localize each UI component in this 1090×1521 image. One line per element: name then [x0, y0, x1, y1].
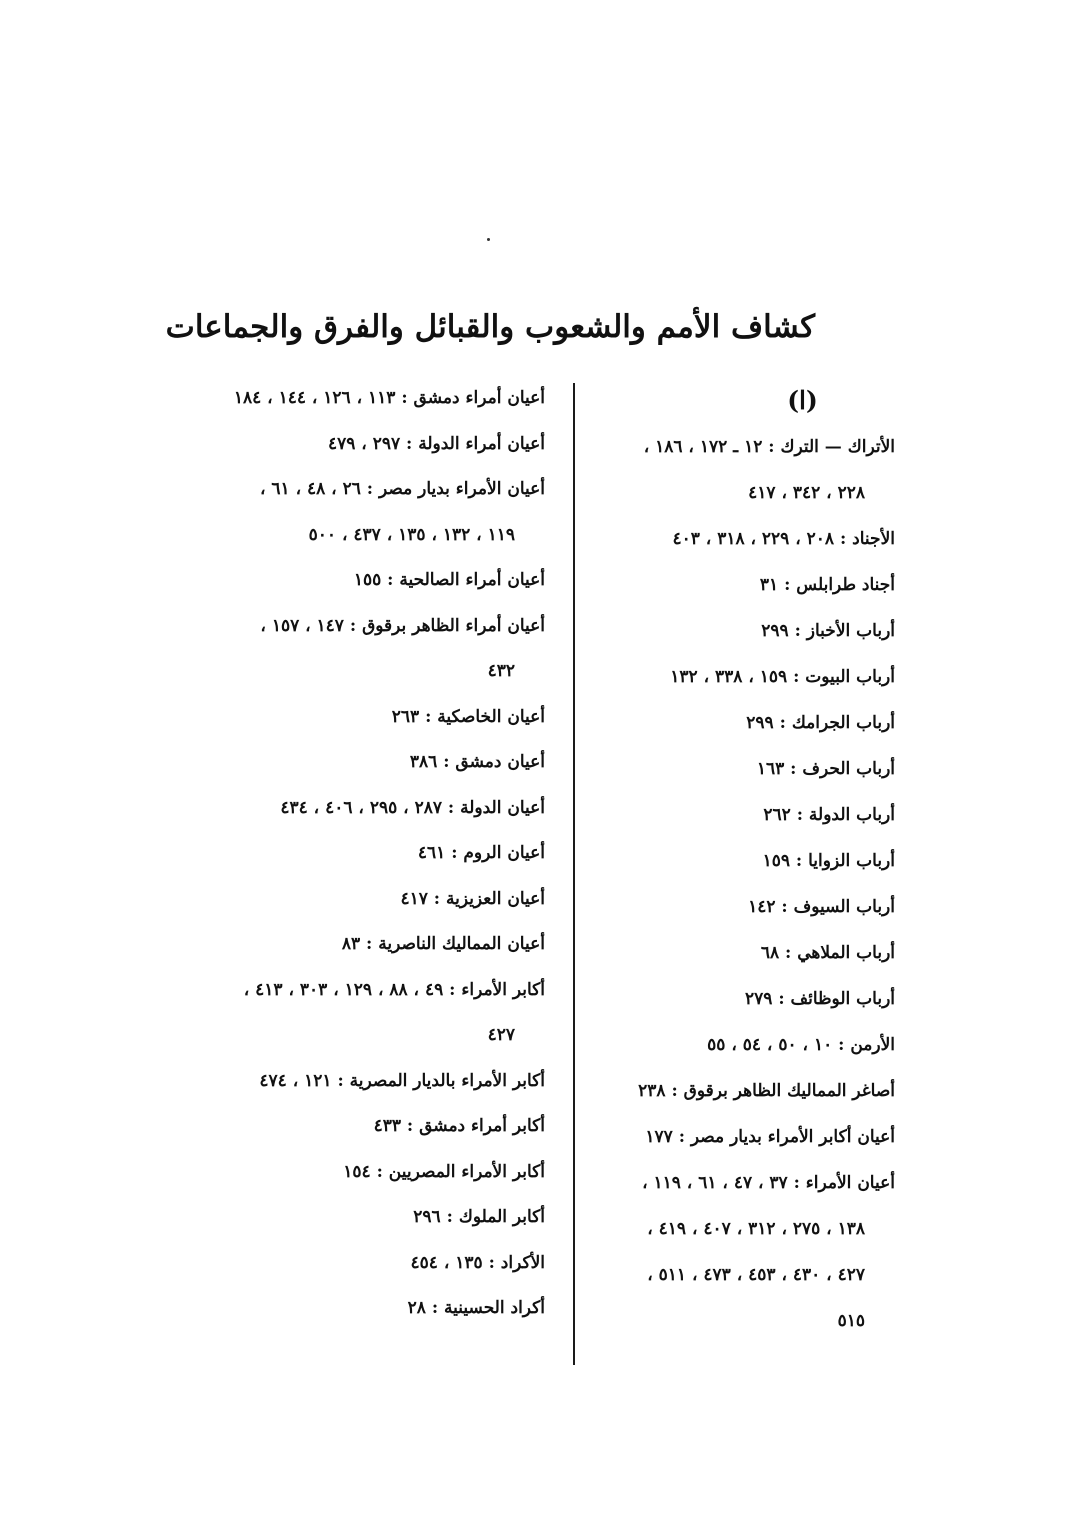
entry-pages: ١٠ ، ٥٠ ، ٥٤ ، ٥٥	[707, 1035, 833, 1055]
index-entry	[240, 740, 545, 786]
entry-pages: ١٢١ ، ٤٧٤	[259, 1070, 332, 1091]
entry-heading: أكابر الأمراء :	[449, 979, 545, 1000]
entry-pages: ٢٦٣	[391, 706, 420, 727]
entry-heading: الأرمن :	[838, 1035, 895, 1055]
entry-heading: أصاغر المماليك الظاهر برقوق :	[671, 1081, 895, 1101]
entry-pages: ١٦٣	[756, 759, 785, 779]
entry-pages: ٣٧ ، ٤٧ ، ٦١ ، ١١٩ ،	[642, 1173, 788, 1193]
index-entry	[240, 695, 545, 741]
index-entry	[590, 1068, 895, 1114]
entry-pages: ٢٨٧ ، ٢٩٥ ، ٤٠٦ ، ٤٣٤	[280, 797, 442, 818]
entry-pages-continued: ٤٣٢	[487, 661, 515, 681]
index-entry	[233, 376, 545, 422]
index-entry	[240, 831, 545, 877]
index-entry	[240, 558, 545, 604]
entry-pages: ١٥٩	[762, 851, 790, 871]
entry-pages: ٢٣٨	[638, 1081, 666, 1101]
entry-pages: ٤٩ ، ٨٨ ، ١٢٩ ، ٣٠٣ ، ٤١٣ ،	[243, 979, 444, 1000]
index-entry	[240, 1104, 545, 1150]
left-column	[233, 378, 545, 1332]
index-entry	[590, 654, 895, 700]
entry-heading: أعيان أمراء الظاهر برقوق :	[349, 615, 545, 636]
entry-heading: أعيان المماليك الناصرية :	[366, 934, 545, 954]
index-entry	[590, 1160, 895, 1344]
index-entry	[590, 838, 895, 884]
entry-heading: أعيان الروم :	[451, 843, 545, 863]
index-entry	[240, 1150, 545, 1196]
entry-pages: ٢٠٨ ، ٢٢٩ ، ٣١٨ ، ٤٠٣	[672, 529, 835, 549]
entry-pages: ٢٩٩	[746, 713, 774, 733]
entry-heading: أرباب الملاهي :	[785, 943, 895, 963]
index-entry	[590, 424, 895, 516]
entry-heading: أعيان الأمراء بديار مصر :	[366, 479, 545, 499]
index-entry	[590, 562, 895, 608]
index-entry	[590, 746, 895, 792]
entry-heading: أجناد طرابلس :	[784, 575, 895, 595]
index-entry	[240, 1286, 545, 1332]
index-entry	[240, 922, 545, 968]
entry-heading: أرباب الزوايا :	[795, 851, 895, 871]
index-entry	[240, 604, 545, 695]
entry-heading: أكابر الأمراء المصريين :	[376, 1161, 545, 1182]
entry-pages: ٢٧٩	[744, 989, 773, 1009]
index-entry	[240, 467, 545, 558]
entry-heading: أكابر الملوك :	[446, 1207, 545, 1227]
entry-pages: ١٧٧	[645, 1127, 673, 1147]
index-entry	[240, 422, 545, 468]
entry-pages: ٤٣٣	[373, 1116, 401, 1136]
column-divider	[573, 383, 575, 1365]
index-entry	[590, 976, 895, 1022]
index-entry	[240, 1059, 545, 1105]
entry-heading: الأتراك — الترك :	[768, 437, 895, 457]
entry-heading: الأكراد :	[488, 1252, 545, 1273]
entry-pages-continued: ١٣٨ ، ٢٧٥ ، ٣١٢ ، ٤٠٧ ، ٤١٩ ،	[647, 1219, 865, 1239]
entry-pages: ١٥٤	[343, 1161, 371, 1182]
entry-pages-continued: ٤٢٧	[487, 1025, 515, 1045]
entry-pages: ٣١	[759, 575, 779, 595]
entry-heading: أرباب الأخباز :	[794, 621, 895, 641]
entry-heading: أرباب الدولة :	[796, 805, 895, 825]
index-entry	[590, 1114, 895, 1160]
entry-pages-continued: ٢٢٨ ، ٣٤٢ ، ٤١٧	[748, 483, 865, 503]
right-entries	[590, 424, 895, 1344]
index-entry	[590, 792, 895, 838]
entry-pages: ٢٦٢	[763, 805, 791, 825]
entry-pages: ٢٨	[407, 1298, 426, 1318]
index-entry	[590, 1022, 895, 1068]
left-entries	[233, 376, 545, 1332]
index-entry	[590, 608, 895, 654]
entry-heading: أعيان دمشق :	[443, 752, 545, 772]
entry-heading: أعيان الدولة :	[447, 797, 545, 818]
entry-heading: أعيان العزيزية :	[433, 888, 545, 909]
page-title: كشاف الأمم والشعوب والقبائل والفرق والجماعات	[165, 309, 815, 345]
entry-pages: ٣٨٦	[409, 752, 438, 772]
index-entry	[590, 884, 895, 930]
entry-pages: ٤٦١	[417, 843, 446, 863]
index-entry	[240, 968, 545, 1059]
entry-pages: ٢٩٧ ، ٤٧٩	[327, 433, 401, 454]
entry-heading: أرباب الوظائف :	[778, 989, 895, 1009]
entry-heading: أعيان الخاصكية :	[425, 706, 545, 727]
entry-heading: أرباب البيوت :	[793, 667, 895, 687]
index-entry	[590, 516, 895, 562]
right-column	[590, 378, 895, 1344]
entry-pages: ٨٣	[341, 934, 361, 954]
entry-pages: ١٢ ـ ١٧٢ ، ١٨٦ ،	[643, 437, 763, 457]
entry-heading: الأجناد :	[839, 529, 895, 549]
entry-pages: ١١٣ ، ١٢٦ ، ١٤٤ ، ١٨٤	[233, 388, 396, 408]
index-entry	[590, 700, 895, 746]
entry-heading: أعيان أمراء الصالحية :	[387, 570, 545, 590]
entry-heading: أعيان الأمراء :	[793, 1173, 895, 1193]
index-entry	[240, 877, 545, 923]
index-entry	[240, 786, 545, 832]
index-entry	[240, 1195, 545, 1241]
section-letter: (ا)	[787, 386, 818, 415]
entry-heading: أعيان أكابر الأمراء بديار مصر :	[678, 1127, 895, 1147]
entry-pages: ٤١٧	[400, 888, 428, 909]
index-entry	[590, 930, 895, 976]
entry-pages: ٦٨	[760, 943, 780, 963]
entry-pages-continued: ٤٢٧ ، ٤٣٠ ، ٤٥٣ ، ٤٧٣ ، ٥١١ ،	[647, 1265, 865, 1285]
entry-pages: ١٥٩ ، ٣٣٨ ، ١٣٢	[670, 667, 788, 687]
entry-pages: ١٥٥	[353, 570, 382, 590]
entry-heading: أكابر أمراء دمشق :	[406, 1116, 545, 1136]
entry-heading: أعيان أمراء دمشق :	[401, 388, 545, 408]
entry-pages: ٢٩٦	[413, 1207, 441, 1227]
entry-heading: أكابر الأمراء بالديار المصرية :	[337, 1070, 545, 1091]
entry-heading: أرباب الحرف :	[790, 759, 895, 779]
entry-heading: أعيان أمراء الدولة :	[406, 433, 545, 454]
entry-pages: ٢٦ ، ٤٨ ، ٦١ ،	[259, 479, 361, 499]
entry-heading: أكراد الحسينية :	[431, 1298, 545, 1318]
entry-heading: أرباب الجرامك :	[779, 713, 895, 733]
entry-pages: ٢٩٩	[761, 621, 789, 641]
entry-pages: ١٤٢	[748, 897, 776, 917]
index-entry	[240, 1241, 545, 1287]
entry-pages-continued: ٥١٥	[837, 1311, 865, 1331]
entry-pages: ١٤٧ ، ١٥٧ ،	[260, 615, 344, 636]
entry-pages-continued: ١١٩ ، ١٣٢ ، ١٣٥ ، ٤٣٧ ، ٥٠٠	[308, 524, 515, 545]
entry-heading: أرباب السيوف :	[781, 897, 895, 917]
entry-pages: ١٣٥ ، ٤٥٤	[410, 1252, 483, 1273]
ink-speck	[487, 238, 490, 241]
